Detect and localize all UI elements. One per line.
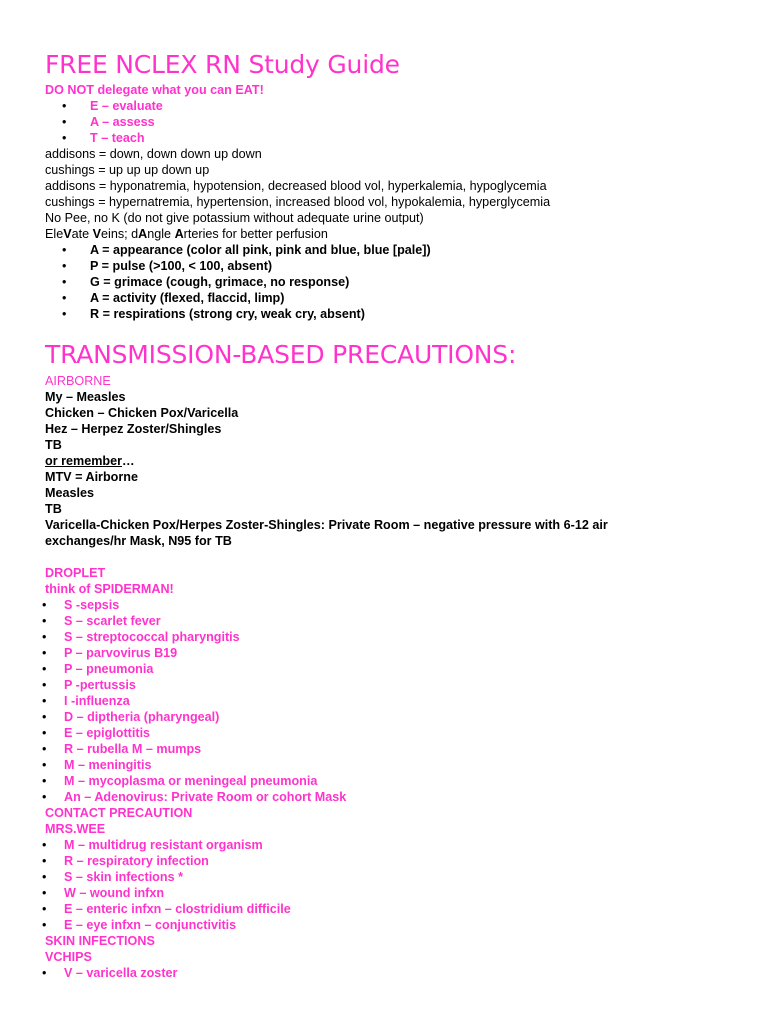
spacer [45,549,745,565]
droplet-mnemonic: think of SPIDERMAN! [45,582,174,596]
list-item: • P – parvovirus B19 [45,645,745,661]
note-line: addisons = hyponatremia, hypotension, decreased blood vol, hyperkalemia, hypoglycemia [45,179,547,193]
list-item: • A = activity (flexed, flaccid, limp) [45,290,745,306]
skin-mnemonic: VCHIPS [45,950,92,964]
list-item: • V – varicella zoster [45,965,745,981]
list-item: • P -pertussis [45,677,745,693]
list-item: • S -sepsis [45,597,745,613]
text-span: eins; d [101,227,139,241]
list-item: • G = grimace (cough, grimace, no response) [45,274,745,290]
contact-heading: CONTACT PRECAUTION [45,806,193,820]
text-span: A [174,227,184,241]
delegate-heading: DO NOT delegate what you can EAT! [45,83,264,97]
page-title: FREE NCLEX RN Study Guide [45,50,400,79]
airborne-line: Hez – Herpez Zoster/Shingles [45,422,222,436]
list-item: • R – respiratory infection [45,853,745,869]
list-item: • M – meningitis [45,757,745,773]
text-span: V [92,227,102,241]
list-item: • M – multidrug resistant organism [45,837,745,853]
text-span: ate [71,227,93,241]
remember-line [45,453,745,469]
airborne-line: MTV = Airborne [45,470,138,484]
text-span: A [138,227,148,241]
list-item: • S – skin infections * [45,869,745,885]
airborne-room-line: Varicella-Chicken Pox/Herpes Zoster-Shingles: Private Room – negative pressure with 6-12 air exchanges/hr Mask, N95 for TB [45,518,608,548]
skin-heading: SKIN INFECTIONS [45,934,155,948]
ellipsis-text: … [122,454,135,468]
contact-mnemonic: MRS.WEE [45,822,106,836]
list-item: • D – diptheria (pharyngeal) [45,709,745,725]
note-line: cushings = hypernatremia, hypertension, increased blood vol, hypokalemia, hyperglycemia [45,195,551,209]
list-item: • S – scarlet fever [45,613,745,629]
list-item: • A – assess [45,114,745,130]
text-span: rteries for better perfusion [183,227,328,241]
list-item: • A = appearance (color all pink, pink and blue, blue [pale]) [45,242,745,258]
airborne-line: Measles [45,486,95,500]
airborne-line: TB [45,438,62,452]
list-item: • E – evaluate [45,98,745,114]
apgar-list [45,242,745,322]
list-item: • T – teach [45,130,745,146]
delegate-list [45,98,745,146]
list-item: • S – streptococcal pharyngitis [45,629,745,645]
elevate-line [45,226,745,242]
list-item: • R – rubella M – mumps [45,741,745,757]
document-page [45,50,745,981]
note-line: addisons = down, down down up down [45,147,262,161]
droplet-list [45,597,745,805]
text-span: V [63,227,72,241]
list-item: • E – enteric infxn – clostridium difficile [45,901,745,917]
list-item: • An – Adenovirus: Private Room or cohort Mask [45,789,745,805]
remember-text: or remember [45,454,122,468]
airborne-heading: AIRBORNE [45,374,111,388]
list-item: • E – eye infxn – conjunctivitis [45,917,745,933]
droplet-heading: DROPLET [45,566,106,580]
contact-list [45,837,745,933]
list-item: • P = pulse (>100, < 100, absent) [45,258,745,274]
note-line: cushings = up up up down up [45,163,210,177]
list-item: • R = respirations (strong cry, weak cry, absent) [45,306,745,322]
list-item: • E – epiglottitis [45,725,745,741]
skin-list [45,965,745,981]
note-line: No Pee, no K (do not give potassium without adequate urine output) [45,211,424,225]
list-item: • I -influenza [45,693,745,709]
airborne-line: TB [45,502,62,516]
airborne-line: My – Measles [45,390,126,404]
section-title: TRANSMISSION-BASED PRECAUTIONS: [45,340,517,369]
list-item: • M – mycoplasma or meningeal pneumonia [45,773,745,789]
text-span: Ele [45,227,64,241]
list-item: • W – wound infxn [45,885,745,901]
airborne-line: Chicken – Chicken Pox/Varicella [45,406,239,420]
text-span: ngle [147,227,175,241]
list-item: • P – pneumonia [45,661,745,677]
